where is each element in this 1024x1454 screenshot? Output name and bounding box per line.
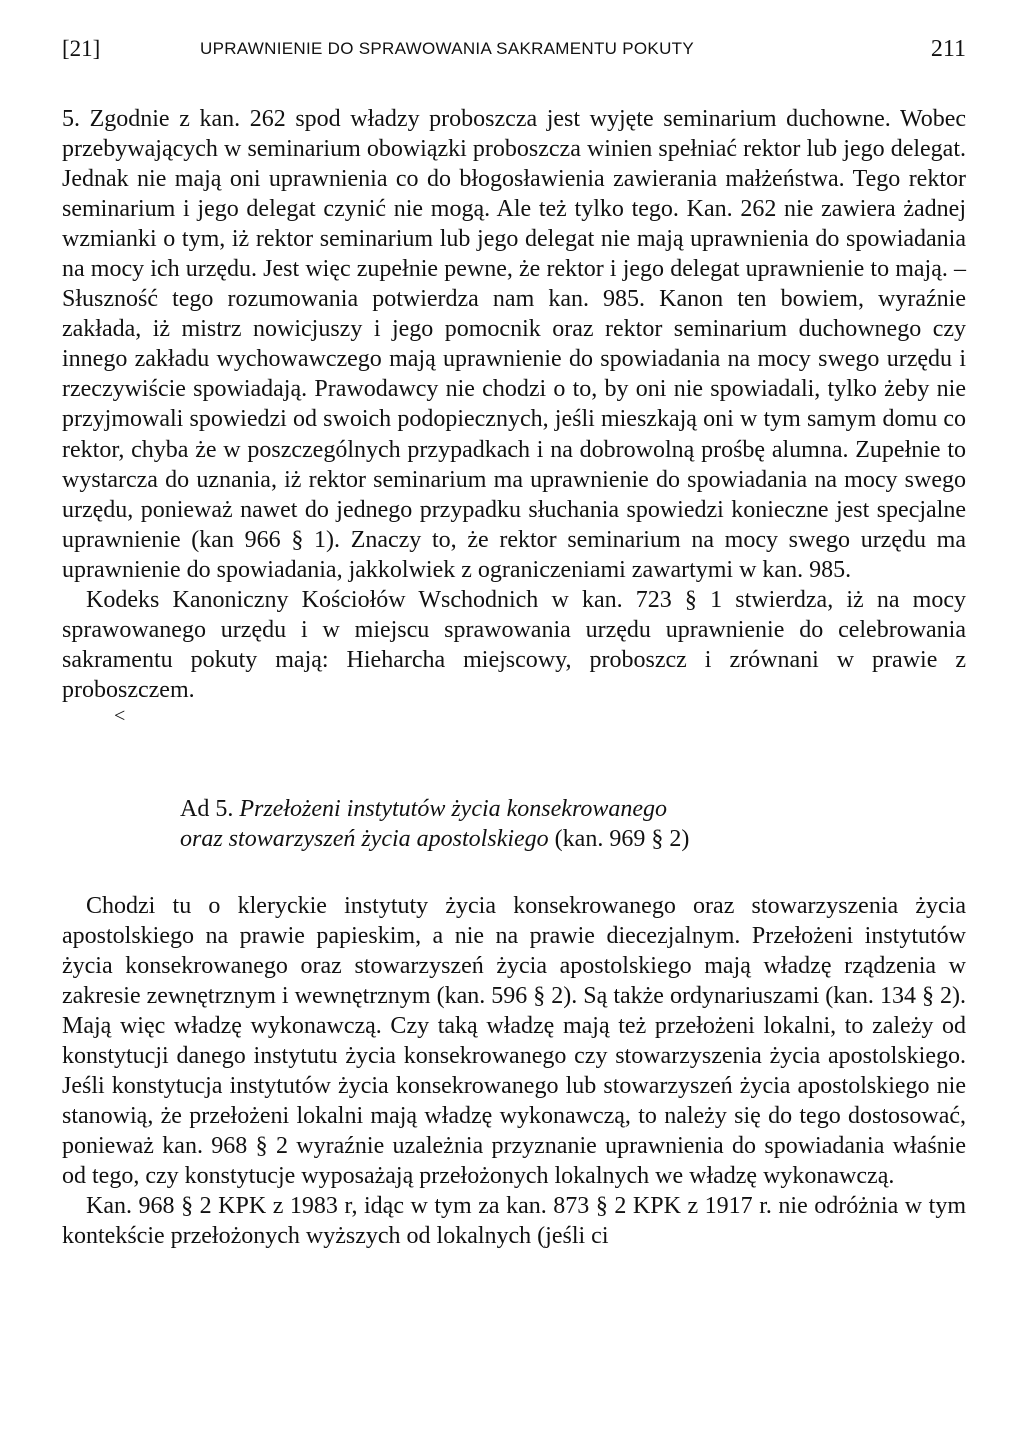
running-head-title: UPRAWNIENIE DO SPRAWOWANIA SAKRAMENTU POKUTY xyxy=(200,39,694,58)
paragraph: 5. Zgodnie z kan. 262 spod władzy proboszcza jest wyjęte seminarium duchowne. Wobec przebywających w seminarium obowiązki proboszcza winien spełniać rektor lub jego delegat. Jednak nie mają oni uprawnienia co do błogosławienia zawierania małżeństwa. Tego rektor seminarium i jego delegat czynić nie mogą. Ale też tylko tego. Kan. 262 nie zawiera żadnej wzmianki o tym, iż rektor seminarium lub jego delegat nie mają uprawnienia do spowiadania na mocy ich urzędu. Jest więc zupełnie pewne, że rektor i jego delegat uprawnienie to mają. – Słuszność tego rozumowania potwierdza nam kan. 985. Kanon ten bowiem, wyraźnie zakłada, iż mistrz nowicjuszy i jego pomocnik oraz rektor seminarium duchownego czy innego zakładu wychowawczego mają uprawnienie do spowiadania na mocy swego urzędu i rzeczywiście spowiadają. Prawodawcy nie chodzi o to, by oni nie spowiadali, tylko żeby nie przyjmowali spowiedzi od swoich podopiecznych, jeśli mieszkają oni w tym samym domu co rektor, chyba że w poszczególnych przypadkach i na dobrowolną prośbę alumna. Zupełnie to wystarcza do uznania, iż rektor seminarium ma uprawnienie do spowiadania na mocy swego urzędu, ponieważ nawet do jednego przypadku słuchania spowiedzi konieczne jest specjalne uprawnienie (kan 966 § 1). Znaczy to, że rektor seminarium na mocy swego urzędu ma uprawnienie do spowiadania, jakkolwiek z ograniczeniami zawartymi w kan. 985. xyxy=(62,106,966,583)
section-heading-title-2: oraz stowarzyszeń życia apostolskiego xyxy=(180,825,549,852)
paragraph: Kodeks Kanoniczny Kościołów Wschodnich w kan. 723 § 1 stwierdza, iż na mocy sprawowanego urzędu i w miejscu sprawowania urzędu uprawnienie do celebrowania sakramentu pokuty mają: Hieharcha miejscowy, proboszcz i zrównani w prawie z proboszczem. xyxy=(62,586,966,703)
body-text xyxy=(62,104,966,1252)
section-heading-reference: (kan. 969 § 2) xyxy=(554,825,690,852)
page-number: 211 xyxy=(930,36,966,62)
section-heading-line-1 xyxy=(180,794,966,824)
paragraph: Kan. 968 § 2 KPK z 1983 r, idąc w tym za kan. 873 § 2 KPK z 1917 r. nie odróżnia w tym kontekście przełożonych wyższych od lokalnych (jeśli ci xyxy=(62,1193,966,1250)
book-page xyxy=(62,0,966,1454)
section-heading-line-2 xyxy=(180,824,966,854)
section-heading xyxy=(62,794,966,854)
section-heading-prefix: Ad 5. xyxy=(180,795,234,822)
section-heading-title-1: Przełożeni instytutów życia konsekrowanego xyxy=(239,795,668,822)
paragraph: Chodzi tu o kleryckie instytuty życia konsekrowanego oraz stowarzyszenia życia apostolskiego na prawie papieskim, a nie na prawie diecezjalnym. Przełożeni instytutów życia konsekrowanego oraz stowarzyszeń życia apostolskiego mają władzę rządzenia w zakresie zewnętrznym i wewnętrznym (kan. 596 § 2). Są także ordynariuszami (kan. 134 § 2). Mają więc władzę wykonawczą. Czy taką władzę mają też przełożeni lokalni, to zależy od konstytucji danego instytutu życia konsekrowanego czy stowarzyszenia życia apostolskiego. Jeśli konstytucja instytutów życia konsekrowanego lub stowarzyszeń życia apostolskiego nie stanowią, że przełożeni lokalni mają władzę wykonawczą, to należy się do tego dostosować, ponieważ kan. 968 § 2 wyraźnie uzależnia przyznanie uprawnienia do spowiadania właśnie od tego, czy konstytucje wyposażają przełożonych lokalnych we władzę wykonawczą. xyxy=(62,892,966,1190)
margin-mark: < xyxy=(114,704,126,727)
section-number: [21] xyxy=(62,36,101,61)
running-head xyxy=(62,34,966,64)
